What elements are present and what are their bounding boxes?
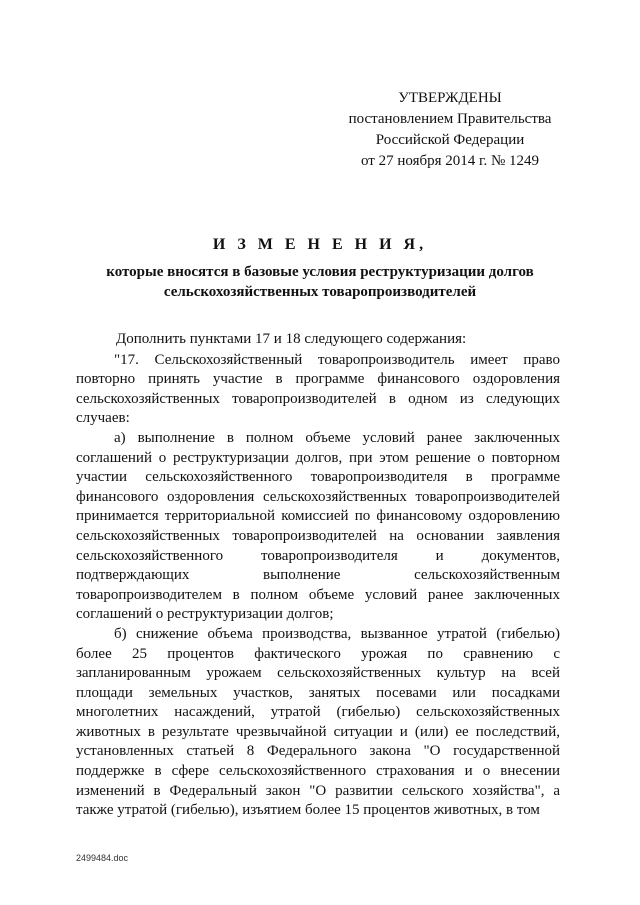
paragraph-b: б) снижение объема производства, вызванное утратой (гибелью) более 25 процентов фактического урожая по сравнению с запланированным урожаем сельскохозяйственных культур на всей площади земельных участков, занятых посевами или посадками многолетних насаждений, утратой (гибелью) сельскохозяйственных животных в результате чрезвычайной ситуации и (или) ее последствий, установленных статьей 8 Федерального закона "О государственной поддержке в сфере сельскохозяйственного страхования и о внесении изменений в Федеральный закон "О развитии сельского хозяйства", а также утратой (гибелью), изъятием более 15 процентов животных, в том (76, 625, 560, 819)
paragraph-a: а) выполнение в полном объеме условий ранее заключенных соглашений о реструктуризации долгов, при этом решение о повторном участии сельскохозяйственного товаропроизводителя в программе финансового оздоровления сельскохозяйственных товаропроизводителей принимается территориальной комиссией по финансовому оздоровлению сельскохозяйственных товаропроизводителей на основании заявления сельскохозяйственного товаропроизводителя и документов, подтверждающих выполнение сельскохозяйственным товаропроизводителем в полном объеме условий ранее заключенных соглашений о реструктуризации долгов; (76, 429, 560, 623)
file-name-footer: 2499484.doc (76, 853, 129, 863)
approval-stamp (330, 88, 570, 172)
document-subtitle: которые вносятся в базовые условия реструктуризации долгов сельскохозяйственных товаропроизводителей (106, 264, 534, 300)
approval-line-decree: постановлением Правительства (348, 111, 552, 127)
approval-line-approved: УТВЕРЖДЕНЫ (398, 90, 502, 106)
approval-line-date-number: от 27 ноября 2014 г. № 1249 (360, 153, 540, 169)
approval-line-federation: Российской Федерации (375, 132, 525, 148)
intro-paragraph: Дополнить пунктами 17 и 18 следующего содержания: (116, 331, 467, 347)
document-body (76, 330, 560, 821)
document-title: И З М Е Н Е Н И Я, (212, 236, 428, 253)
paragraph-17: "17. Сельскохозяйственный товаропроизводитель имеет право повторно принять участие в программе финансового оздоровления сельскохозяйственных товаропроизводителей в одном из следующих случаев: (76, 351, 560, 427)
